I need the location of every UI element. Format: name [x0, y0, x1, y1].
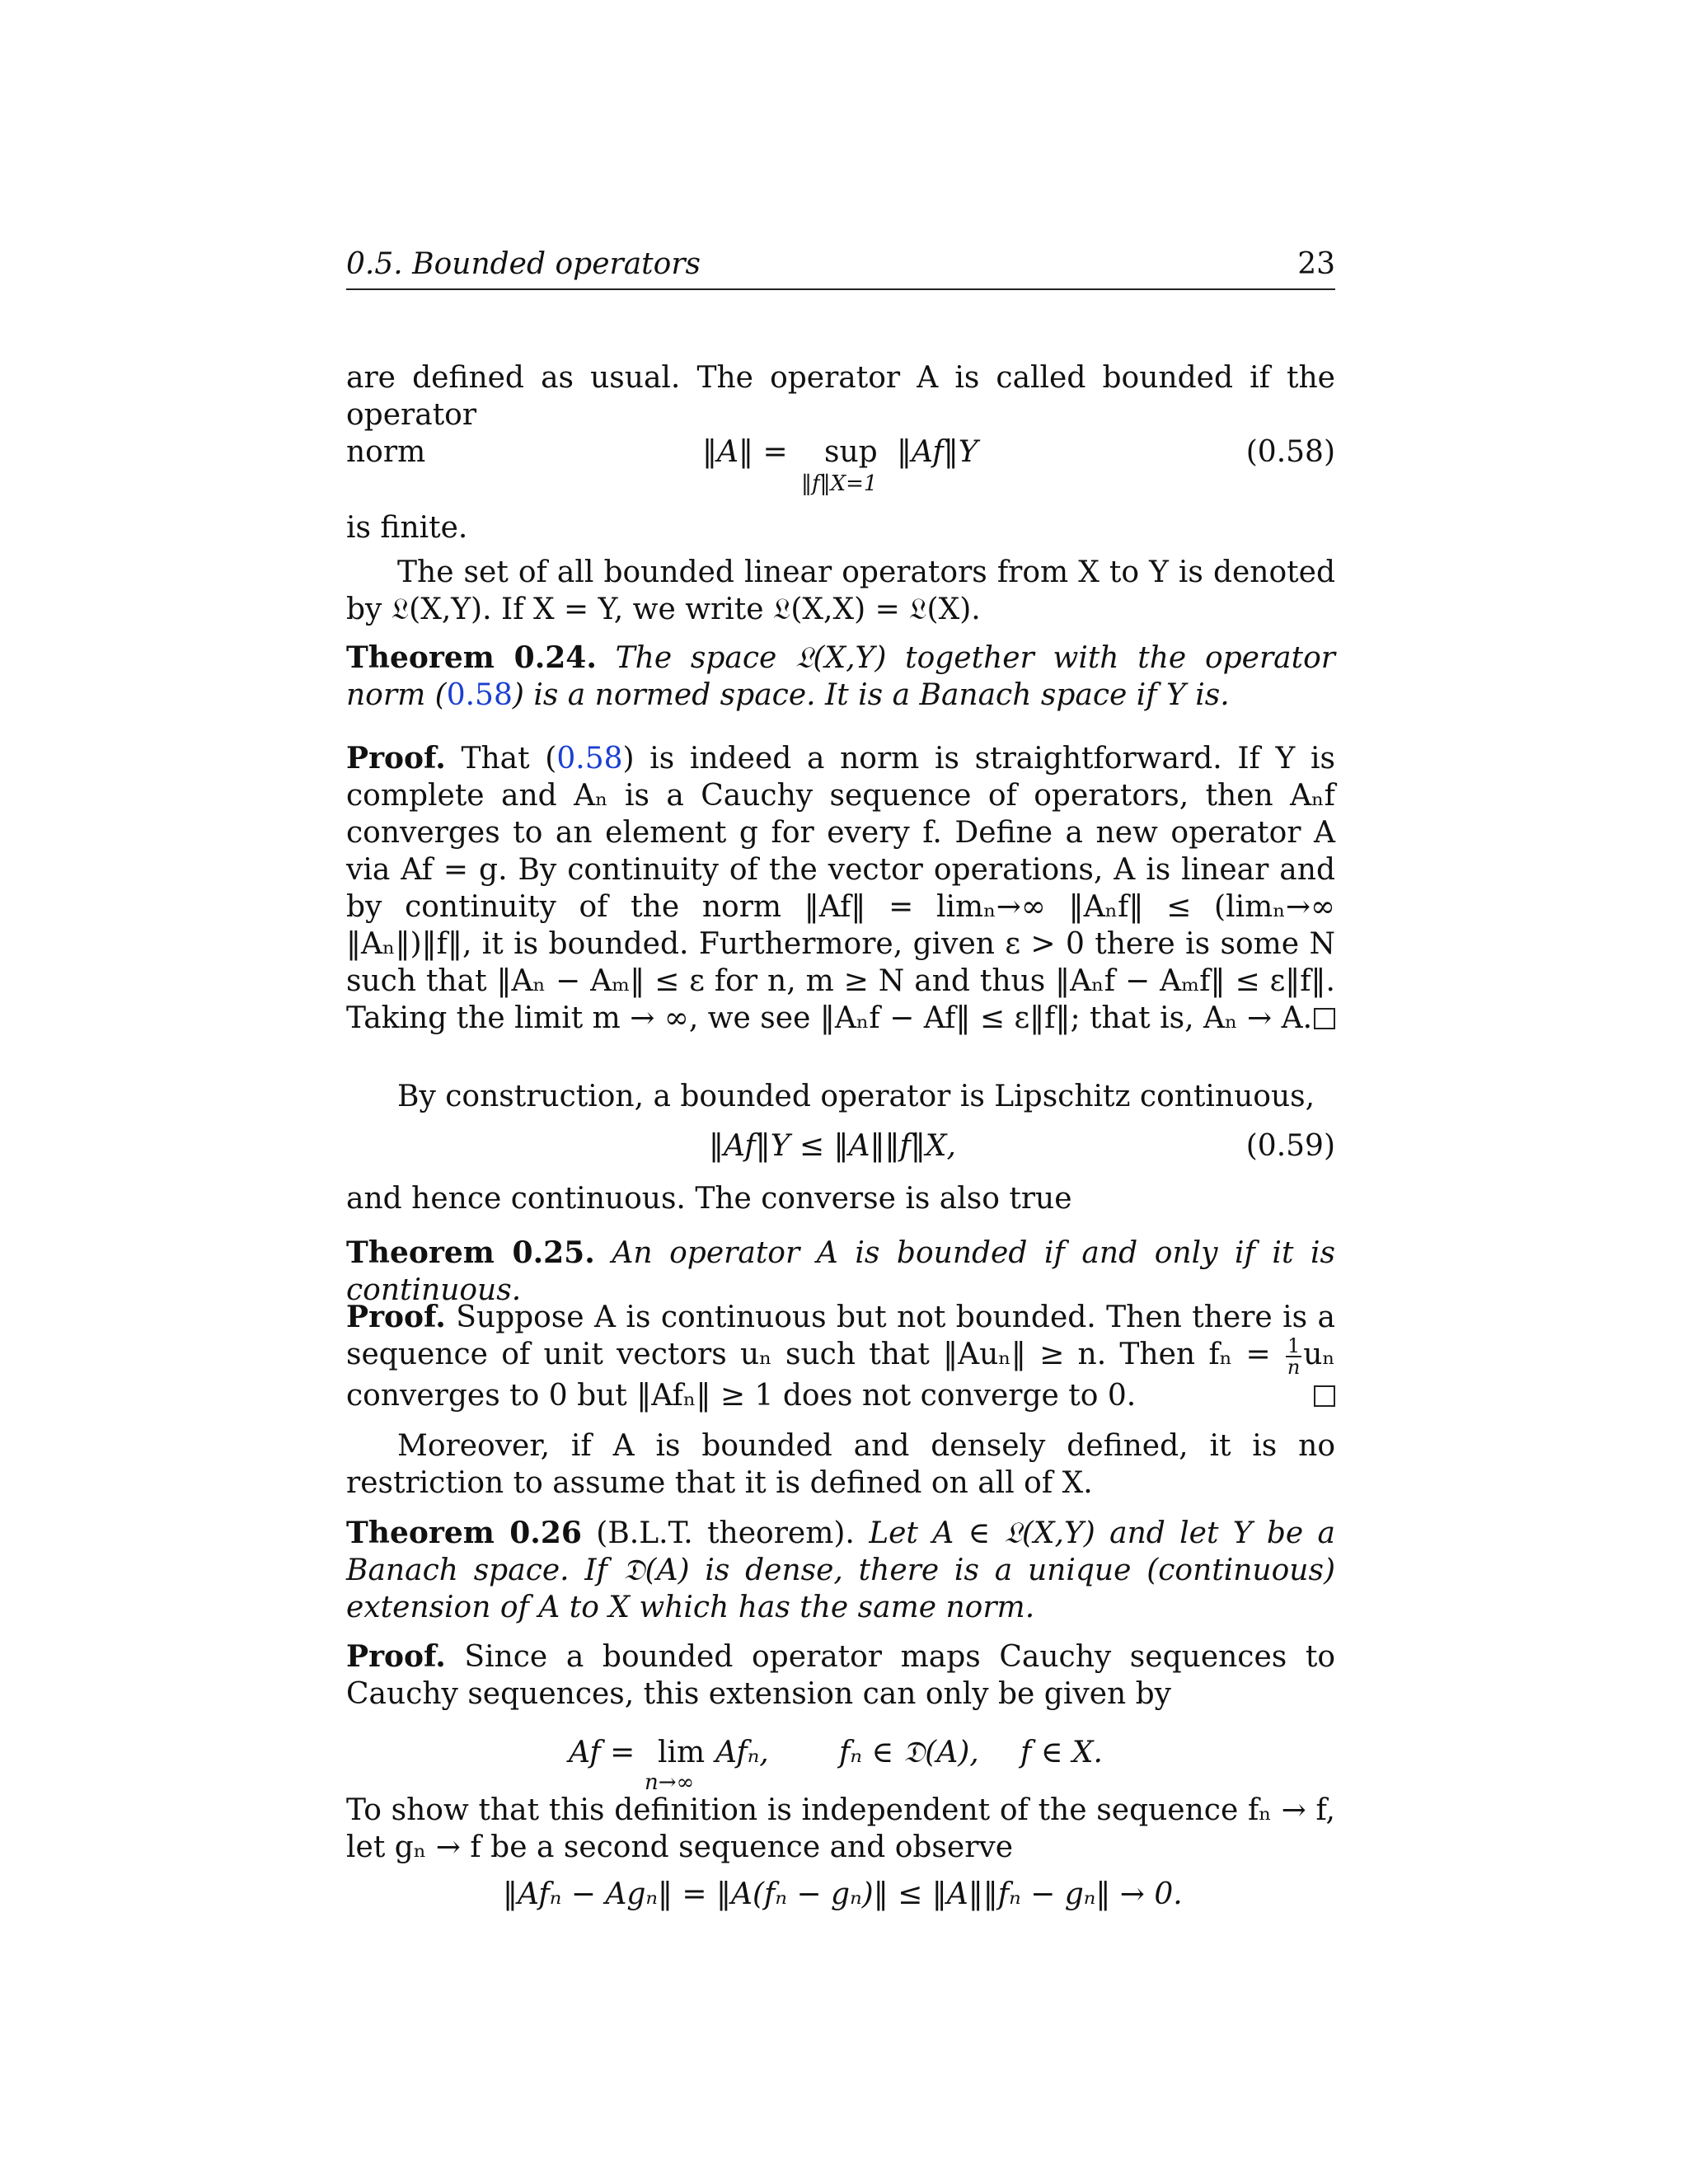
eq059-body: ‖Af‖Y ≤ ‖A‖‖f‖X,: [709, 1129, 956, 1163]
proof-text-a: Suppose A is continuous but not bounded. Then there is a sequence of unit vectors uₙ such that ‖Auₙ‖ ≥ n. Then fₙ =: [346, 1301, 1335, 1371]
fraction-numerator: 1: [1287, 1334, 1301, 1357]
lipschitz-paragraph: [346, 1078, 1335, 1115]
eqlim-op: lim: [658, 1736, 706, 1769]
theorem-text: An operator A is bounded if and only if it is continuous.: [346, 1236, 1335, 1307]
eqlim-cond1: fₙ ∈ 𝔇(A),: [839, 1736, 979, 1769]
proof-theorem-0-26: [346, 1638, 1335, 1713]
eq058-sub: ‖f‖X=1: [801, 471, 878, 496]
theorem-text-b: ) is a normed space. It is a Banach space if Y is.: [512, 678, 1230, 712]
moreover-text: Moreover, if A is bounded and densely defined, it is no restriction to assume that it is defined on all of X.: [346, 1429, 1335, 1500]
proof-text-a: That (: [461, 742, 557, 776]
equation-ref-link[interactable]: 0.58: [446, 678, 513, 712]
eqlim-sub: n→∞: [645, 1770, 695, 1795]
qed-square-icon: [1314, 1385, 1335, 1407]
equation-0-59: [346, 1127, 1335, 1177]
eqlim-cond2: f ∈ X.: [1020, 1736, 1103, 1769]
fraction: [1286, 1336, 1301, 1377]
independence-paragraph: [346, 1792, 1335, 1866]
proof-text: Since a bounded operator maps Cauchy sequences to Cauchy sequences, this extension can only be given by: [346, 1640, 1335, 1711]
qed-square-icon: [1314, 1008, 1335, 1029]
proof-label: Proof.: [346, 741, 446, 776]
proof-text-b: ) is indeed a norm is straightforward. If Y is complete and Aₙ is a Cauchy sequence of operators, then Aₙf converges to an element g for every f. Define a new operator A via Af = g. By continuity of the vector operations, A is linear and by continuity of the norm ‖Af‖ = limₙ→∞ ‖Aₙf‖ ≤ (limₙ→∞ ‖Aₙ‖)‖f‖, it is bounded. Furthermore, given ε > 0 there is some N such that ‖Aₙ − Aₘ‖ ≤ ε for n, m ≥ N and thus ‖Aₙf − Aₘf‖ ≤ ε‖f‖. Taking the limit m → ∞, we see ‖Aₙf − Af‖ ≤ ε‖f‖; that is, Aₙ → A.: [346, 742, 1335, 1035]
lipschitz-text: By construction, a bounded operator is Lipschitz continuous,: [397, 1080, 1315, 1113]
intro-line-1: are defined as usual. The operator A is called bounded if the operator: [346, 361, 1335, 432]
proof-theorem-0-24: [346, 740, 1335, 1037]
theorem-paren: (B.L.T. theorem).: [596, 1516, 855, 1550]
equation-limit: [346, 1734, 1335, 1795]
page: [346, 246, 1335, 2108]
equation-0-58: [346, 434, 1335, 496]
is-finite-block: [346, 509, 1335, 546]
set-definition: [346, 554, 1335, 628]
page-number: 23: [1297, 247, 1335, 281]
eq058-number: (0.58): [1245, 435, 1335, 469]
running-head: [346, 246, 1335, 290]
proof-text-b: uₙ converges to 0 but ‖Afₙ‖ ≥ 1 does not converge to 0.: [346, 1338, 1335, 1413]
equation-ref-link[interactable]: 0.58: [556, 742, 623, 776]
proof-label: Proof.: [346, 1300, 446, 1334]
converse-paragraph: [346, 1180, 1335, 1217]
eqfinal-body: ‖Afₙ − Agₙ‖ = ‖A(fₙ − gₙ)‖ ≤ ‖A‖‖fₙ − gₙ‖ → 0.: [503, 1877, 1183, 1911]
converse-text: and hence continuous. The converse is also true: [346, 1182, 1072, 1216]
proof-label: Proof.: [346, 1639, 446, 1674]
theorem-text: Let A ∈ 𝔏(X,Y) and let Y be a Banach space. If 𝔇(A) is dense, there is a unique (continuous) extension of A to X which has the same norm.: [346, 1516, 1336, 1624]
proof-theorem-0-25: [346, 1299, 1335, 1414]
theorem-0-25: [346, 1235, 1335, 1309]
theorem-0-26: [346, 1515, 1335, 1626]
independence-text: To show that this definition is independent of the sequence fₙ → f, let gₙ → f be a second sequence and observe: [346, 1793, 1335, 1864]
set-definition-text: The set of all bounded linear operators from X to Y is denoted by 𝔏(X,Y). If X = Y, we write 𝔏(X,X) = 𝔏(X).: [346, 555, 1335, 626]
eqlim-lhs: Af =: [569, 1736, 635, 1769]
intro-line-2: norm: [346, 435, 426, 469]
is-finite: is finite.: [346, 511, 468, 545]
section-title: 0.5. Bounded operators: [346, 247, 701, 281]
theorem-label: Theorem 0.25.: [346, 1235, 595, 1270]
eqlim-rhs: Afₙ,: [715, 1736, 769, 1769]
theorem-label: Theorem 0.26: [346, 1516, 582, 1550]
theorem-0-24: [346, 640, 1335, 714]
eq058-lhs: ‖A‖ =: [702, 435, 788, 469]
eq058-sup: sup: [824, 435, 878, 469]
moreover-paragraph: [346, 1427, 1335, 1502]
fraction-denominator: n: [1287, 1356, 1301, 1379]
eq058-rhs: ‖Af‖Y: [897, 435, 978, 469]
eq059-number: (0.59): [1245, 1129, 1335, 1163]
theorem-label: Theorem 0.24.: [346, 640, 597, 675]
theorem-text-a: The space 𝔏(X,Y) together with the operator norm (: [346, 641, 1335, 712]
equation-final: [346, 1876, 1335, 1925]
